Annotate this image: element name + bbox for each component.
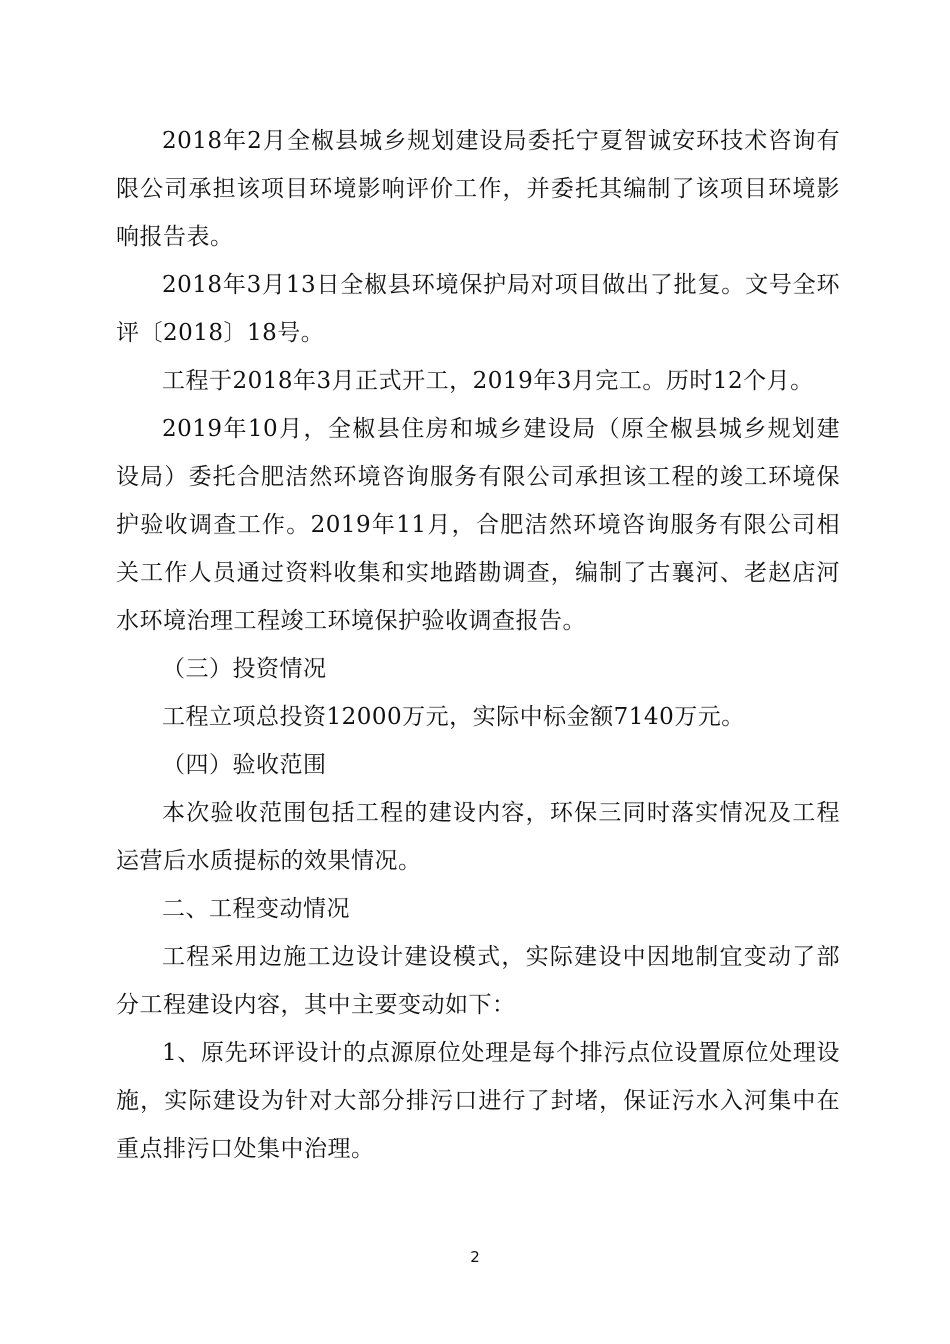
paragraph-project-changes: 工程采用边施工边设计建设模式，实际建设中因地制宜变动了部分工程建设内容，其中主要变动如下： [116, 944, 840, 1018]
heading-project-changes: 二、工程变动情况 [162, 896, 350, 922]
paragraph-acceptance-scope: 本次验收范围包括工程的建设内容，环保三同时落实情况及工程运营后水质提标的效果情况。 [116, 800, 840, 874]
page-number: 2 [470, 1248, 480, 1266]
paragraph-eia-commission: 2018年2月全椒县城乡规划建设局委托宁夏智诚安环技术咨询有限公司承担该项目环境影响评价工作，并委托其编制了该项目环境影响报告表。 [116, 128, 840, 250]
heading-acceptance-scope: （四）验收范围 [162, 752, 327, 778]
paragraph-acceptance-survey: 2019年10月，全椒县住房和城乡建设局（原全椒县城乡规划建设局）委托合肥洁然环境咨询服务有限公司承担该工程的竣工环境保护验收调查工作。2019年11月，合肥洁然环境咨询服务有限公司相关工作人员通过资料收集和实地踏勘调查，编制了古襄河、老赵店河水环境治理工程竣工环境保护验收调查报告。 [116, 416, 840, 634]
paragraph-investment: 工程立项总投资12000万元，实际中标金额7140万元。 [162, 704, 745, 730]
paragraph-construction-period: 工程于2018年3月正式开工，2019年3月完工。历时12个月。 [162, 368, 814, 394]
document-body [116, 117, 840, 1173]
paragraph-eia-approval: 2018年3月13日全椒县环境保护局对项目做出了批复。文号全环评〔2018〕18号。 [116, 272, 840, 346]
heading-investment: （三）投资情况 [162, 656, 327, 682]
paragraph-change-item-1: 1、原先环评设计的点源原位处理是每个排污点位设置原位处理设施，实际建设为针对大部分排污口进行了封堵，保证污水入河集中在重点排污口处集中治理。 [116, 1040, 840, 1162]
